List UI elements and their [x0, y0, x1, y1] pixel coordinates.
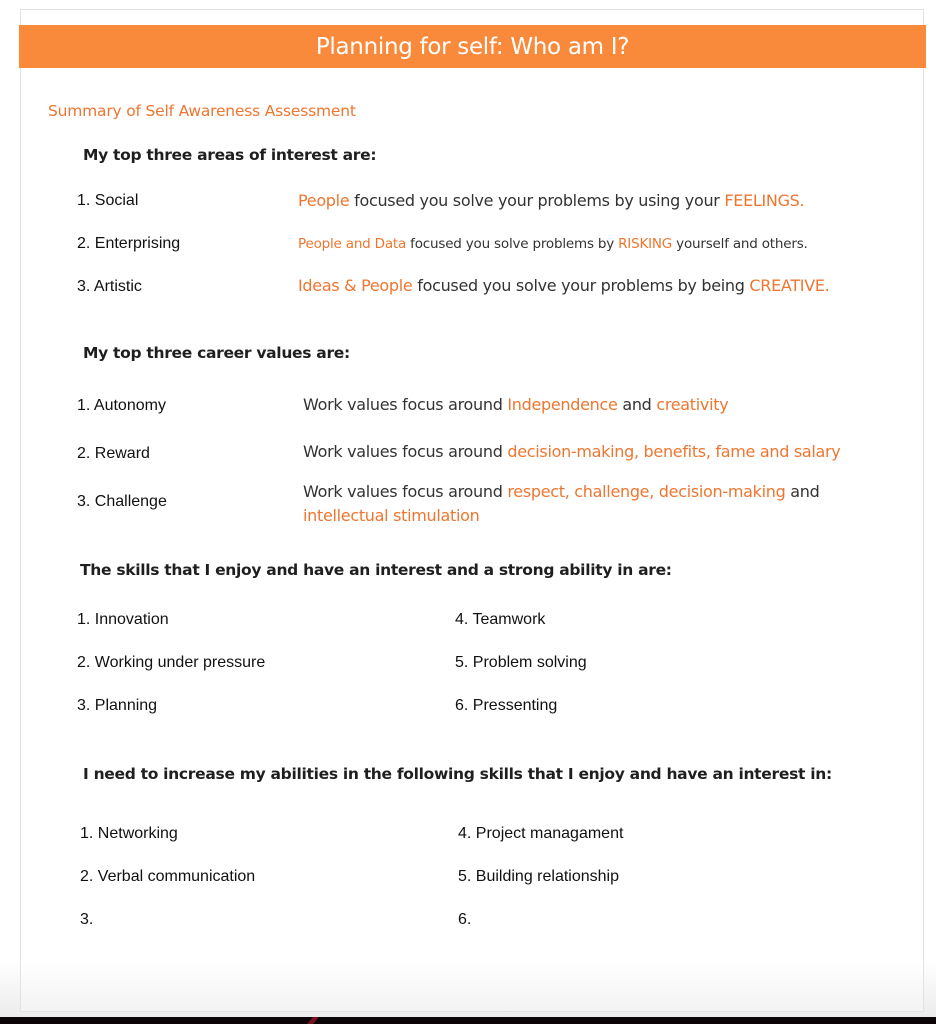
- value-item-1-desc: [303, 395, 728, 414]
- highlight: FEELINGS.: [724, 191, 805, 210]
- strong-skill-item: 6. Pressenting: [455, 697, 558, 714]
- improve-skill-item: 1. Networking: [80, 825, 178, 842]
- highlight: Ideas & People: [298, 276, 413, 295]
- improve-skill-item: 3.: [80, 911, 94, 928]
- strong-skill-item: 3. Planning: [77, 697, 158, 714]
- strong-skill-item: 2. Working under pressure: [77, 654, 266, 671]
- value-item-3-desc: [303, 480, 819, 528]
- interest-item-1-label: 1. Social: [77, 192, 139, 209]
- interest-item-2-label: 2. Enterprising: [77, 235, 181, 252]
- interest-item-3-desc: [298, 276, 829, 295]
- text: focused you solve your problems by using your: [349, 191, 725, 210]
- strong-skills-heading: The skills that I enjoy and have an interest and a strong ability in are:: [80, 561, 672, 579]
- highlight: creativity: [656, 395, 729, 414]
- summary-title: Summary of Self Awareness Assessment: [48, 102, 356, 120]
- highlight: respect, challenge, decision-making: [507, 482, 786, 501]
- strong-skill-item: 1. Innovation: [77, 611, 169, 628]
- text: and: [617, 395, 657, 414]
- improve-skills-heading: I need to increase my abilities in the following skills that I enjoy and have an interest in:: [83, 765, 832, 783]
- desktop-strip: [0, 1017, 936, 1024]
- value-item-2-desc: [303, 442, 840, 461]
- value-item-3-label: 3. Challenge: [77, 493, 167, 510]
- highlight: People and Data: [298, 236, 407, 252]
- text: Work values focus around: [303, 482, 508, 501]
- highlight: decision-making, benefits, fame and salary: [507, 442, 841, 461]
- text: Work values focus around: [303, 442, 508, 461]
- page-title: Planning for self: Who am I?: [315, 33, 630, 60]
- text: focused you solve your problems by being: [412, 276, 750, 295]
- improve-skill-item: 2. Verbal communication: [80, 868, 256, 885]
- highlight: People: [298, 191, 350, 210]
- value-item-2-label: 2. Reward: [77, 445, 150, 462]
- text: Work values focus around: [303, 395, 508, 414]
- text: focused you solve problems by: [406, 236, 619, 252]
- interest-item-3-label: 3. Artistic: [77, 278, 142, 295]
- header-bar: [19, 25, 926, 68]
- highlight: intellectual stimulation: [303, 506, 480, 525]
- card-bottom-fade: [21, 961, 923, 1011]
- improve-skill-item: 5. Building relationship: [458, 868, 619, 885]
- values-heading: My top three career values are:: [83, 344, 350, 362]
- highlight: CREATIVE.: [749, 276, 830, 295]
- strong-skill-item: 5. Problem solving: [455, 654, 587, 671]
- interest-item-1-desc: [298, 191, 804, 210]
- text: yourself and others.: [672, 236, 808, 252]
- text: and: [785, 482, 820, 501]
- interest-item-2-desc: [298, 236, 808, 252]
- value-item-1-label: 1. Autonomy: [77, 397, 166, 414]
- decorative-accent: [307, 1017, 319, 1024]
- highlight: Independence: [507, 395, 618, 414]
- highlight: RISKING: [618, 236, 673, 252]
- improve-skill-item: 4. Project managament: [458, 825, 624, 842]
- strong-skill-item: 4. Teamwork: [455, 611, 546, 628]
- interests-heading: My top three areas of interest are:: [83, 146, 377, 164]
- improve-skill-item: 6.: [458, 911, 472, 928]
